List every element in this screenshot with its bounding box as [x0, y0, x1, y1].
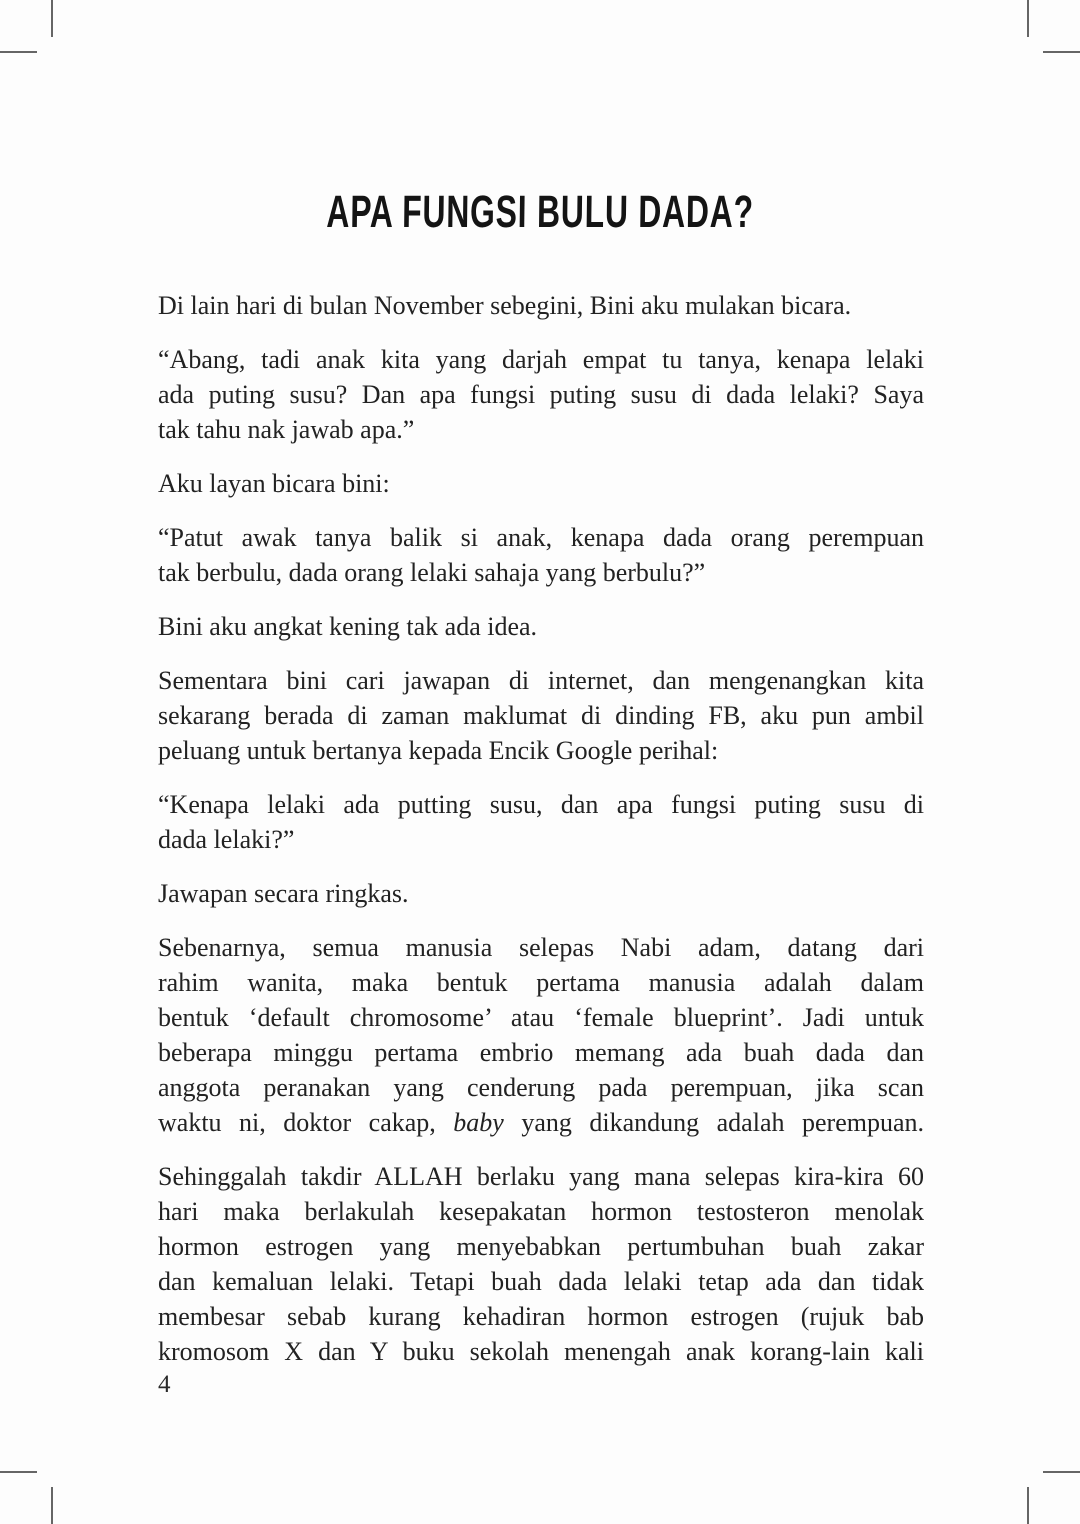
text-line: anggota peranakan yang cenderung pada perempuan, jika scan: [158, 1073, 924, 1102]
crop-mark-bottom-left-vertical: [51, 1487, 53, 1524]
paragraph-5: [158, 609, 924, 644]
crop-mark-top-right-vertical: [1027, 0, 1029, 37]
paragraph-8: [158, 876, 924, 911]
paragraph-9: [158, 930, 924, 1140]
crop-mark-top-right-horizontal: [1043, 51, 1080, 53]
crop-mark-top-left-vertical: [51, 0, 53, 37]
text-line: Sebenarnya, semua manusia selepas Nabi adam, datang dari: [158, 933, 924, 962]
text-line: peluang untuk bertanya kepada Encik Google perihal:: [158, 736, 719, 765]
text-line: sekarang berada di zaman maklumat di dinding FB, aku pun ambil: [158, 701, 924, 730]
text-line: Sehinggalah takdir ALLAH berlaku yang mana selepas kira-kira 60: [158, 1162, 924, 1191]
text-line: “Patut awak tanya balik si anak, kenapa dada orang perempuan: [158, 523, 924, 552]
text-line: dan kemaluan lelaki. Tetapi buah dada lelaki tetap ada dan tidak: [158, 1267, 924, 1296]
text-line: beberapa minggu pertama embrio memang ada buah dada dan: [158, 1038, 924, 1067]
chapter-title: APA FUNGSI BULU DADA?: [326, 186, 754, 237]
paragraph-2: [158, 342, 924, 447]
text-line: Sementara bini cari jawapan di internet, dan mengenangkan kita: [158, 666, 924, 695]
crop-mark-bottom-right-vertical: [1027, 1487, 1029, 1524]
text-line: tak berbulu, dada orang lelaki sahaja yang berbulu?”: [158, 558, 706, 587]
text-line: Aku layan bicara bini:: [158, 469, 390, 498]
text-line: dada lelaki?”: [158, 825, 295, 854]
text-line: ada puting susu? Dan apa fungsi puting susu di dada lelaki? Saya: [158, 380, 924, 409]
paragraph-4: [158, 520, 924, 590]
text-line: hormon estrogen yang menyebabkan pertumbuhan buah zakar: [158, 1232, 924, 1261]
crop-mark-bottom-right-horizontal: [1043, 1471, 1080, 1473]
page-content: [158, 288, 924, 1369]
text-line: rahim wanita, maka bentuk pertama manusia adalah dalam: [158, 968, 924, 997]
page-number: 4: [158, 1371, 171, 1398]
text-line: waktu ni, doktor cakap, baby yang dikandung adalah perempuan.: [158, 1108, 924, 1137]
text-line: Jawapan secara ringkas.: [158, 879, 409, 908]
text-line: Bini aku angkat kening tak ada idea.: [158, 612, 538, 641]
text-line: “Kenapa lelaki ada putting susu, dan apa fungsi puting susu di: [158, 790, 924, 819]
text-line: “Abang, tadi anak kita yang darjah empat tu tanya, kenapa lelaki: [158, 345, 924, 374]
chapter-title-container: [0, 188, 1080, 236]
text-line: tak tahu nak jawab apa.”: [158, 415, 415, 444]
text-line: kromosom X dan Y buku sekolah menengah anak korang-lain kali: [158, 1337, 924, 1366]
text-line: hari maka berlakulah kesepakatan hormon testosteron menolak: [158, 1197, 924, 1226]
paragraph-1: [158, 288, 924, 323]
paragraph-7: [158, 787, 924, 857]
text-line: bentuk ‘default chromosome’ atau ‘female blueprint’. Jadi untuk: [158, 1003, 924, 1032]
crop-mark-bottom-left-horizontal: [0, 1471, 37, 1473]
text-line: Di lain hari di bulan November sebegini, Bini aku mulakan bicara.: [158, 291, 852, 320]
paragraph-3: [158, 466, 924, 501]
text-line: membesar sebab kurang kehadiran hormon estrogen (rujuk bab: [158, 1302, 924, 1331]
paragraph-6: [158, 663, 924, 768]
crop-mark-top-left-horizontal: [0, 51, 37, 53]
paragraph-10: [158, 1159, 924, 1369]
